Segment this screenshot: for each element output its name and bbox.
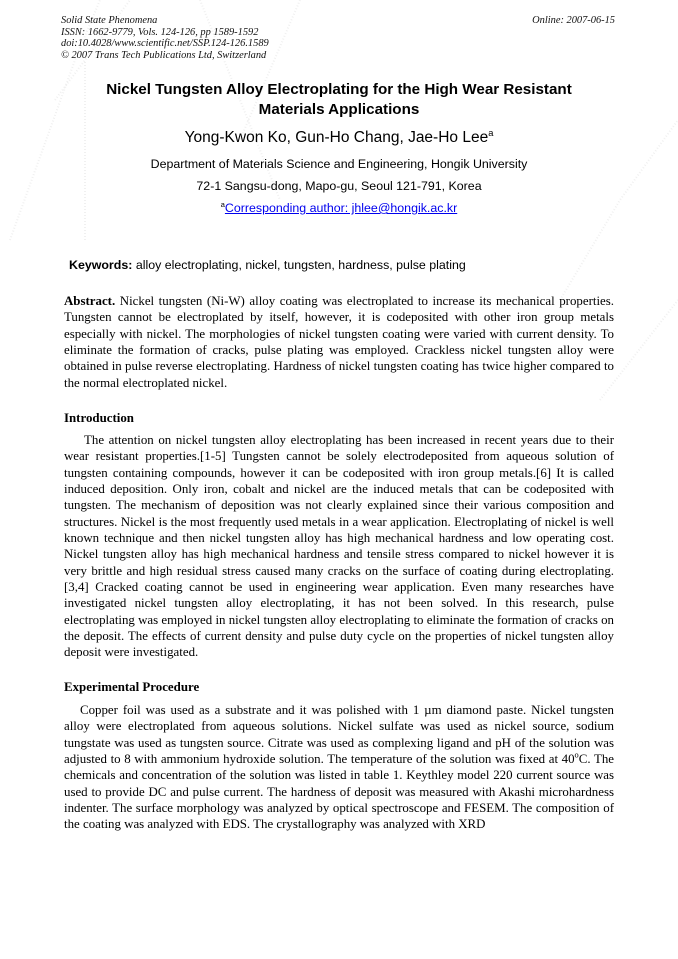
experimental-text-part-1: Copper foil was used as a substrate and it was polished with 1 µm diamond paste. Nickel tungsten alloy were electroplated from aqueous solutions. Nickel sulfate was used as nickel source, sodium tungstate was used as tungsten source. Citrate was used as complexing ligand and pH of the solution was adjusted to 8 with ammonium hydroxide solution. The temperature of the solution was fixed at 40 xyxy=(64,703,614,767)
abstract xyxy=(64,293,614,391)
experimental-text xyxy=(64,702,614,833)
keywords xyxy=(69,258,466,273)
title-line-1: Nickel Tungsten Alloy Electroplating for the High Wear Resistant xyxy=(106,81,572,98)
journal-info xyxy=(61,15,269,62)
title-line-2: Materials Applications xyxy=(258,100,420,118)
author-affiliation-marker: a xyxy=(488,127,494,138)
corresponding-marker: a xyxy=(220,199,225,209)
author-names: Yong-Kwon Ko, Gun-Ho Chang, Jae-Ho Lee xyxy=(184,129,489,146)
corresponding-author-email-link[interactable]: Corresponding author: jhlee@hongik.ac.kr xyxy=(224,201,458,215)
introduction-heading: Introduction xyxy=(64,411,134,425)
paper-title xyxy=(60,80,618,119)
experimental-text-part-2: C. The chemicals and concentration of the solution was listed in table 1. Keythley model 220 current source was used to provide DC and pulse current. The hardness of deposit was measured with Akashi microhardness indenter. The surface morphology was analyzed by optical spectroscope and FESEM. The composition of the coating was analyzed with EDS. The crystallography was analyzed with XRD xyxy=(64,752,614,832)
journal-copyright: © 2007 Trans Tech Publications Ltd, Switzerland xyxy=(61,50,267,62)
journal-doi: doi:10.4028/www.scientific.net/SSP.124-126.1589 xyxy=(61,38,269,50)
corresponding-author xyxy=(60,201,618,216)
introduction-text: The attention on nickel tungsten alloy electroplating has been increased in recent years due to their wear resistant properties.[1-5] Tungsten cannot be solely electrodeposited from aqueous solution of tungsten containing compounds, however it can be codeposited with iron group metals.[6] It is called induced deposition. Only iron, cobalt and nickel are the induced metals that can be codeposited with tungsten. The mechanism of deposition was not clearly explained since their various composition and structures. Nickel is the most frequently used metals in a wear application. Electroplating of nickel is well known technique and then nickel tungsten alloy has high mechanical hardness and low operating cost. Nickel tungsten alloy has high mechanical hardness and tensile stress compared to nickel however it is very brittle and high residual stress caused many cracks on the surface of coating during electroplating.[3,4] Cracked coating cannot be used in engineering wear application. Even many researches have investigated nickel tungsten alloy electroplating, it has not been solved. In this research, pulse electroplating was employed in nickel tungsten alloy electroplating to eliminate the formation of cracks on the deposit. The effects of current density and pulse duty cycle on the properties of nickel tungsten alloy deposit were investigated. xyxy=(64,433,614,660)
experimental-heading: Experimental Procedure xyxy=(64,680,200,694)
journal-name: Solid State Phenomena xyxy=(61,15,158,26)
author-list xyxy=(60,129,618,147)
journal-issn: ISSN: 1662-9779, Vols. 124-126, pp 1589-1592 xyxy=(61,26,259,38)
affiliation-department: Department of Materials Science and Engineering, Hongik University xyxy=(150,157,528,171)
keywords-list: alloy electroplating, nickel, tungsten, hardness, pulse plating xyxy=(135,258,466,272)
abstract-text: Nickel tungsten (Ni-W) alloy coating was electroplated to increase its mechanical properties. Tungsten cannot be electroplated by itself, however, it is codeposited with other iron group metals especially with nickel. The morphologies of nickel tungsten coating were varied with current density. To eliminate the formation of cracks, pulse plating was employed. Crackless nickel tungsten alloy were obtained in pulse reverse electroplating. Hardness of nickel tungsten coating has twice higher compared to the normal electroplated nickel. xyxy=(64,294,614,390)
affiliation-address: 72-1 Sangsu-dong, Mapo-gu, Seoul 121-791, Korea xyxy=(196,179,482,193)
abstract-label: Abstract. xyxy=(64,294,116,308)
keywords-label: Keywords: xyxy=(69,258,133,272)
degree-symbol: o xyxy=(574,750,579,760)
online-date: Online: 2007-06-15 xyxy=(532,15,615,26)
